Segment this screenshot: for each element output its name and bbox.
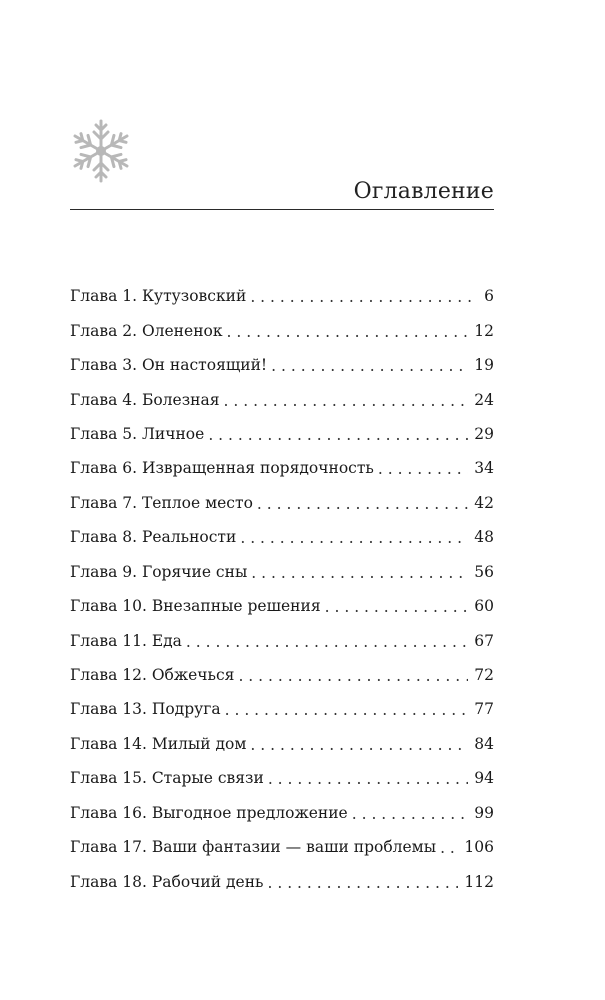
toc-entry[interactable] bbox=[70, 830, 494, 864]
dot-leader bbox=[440, 838, 458, 858]
chapter-page-number: 94 bbox=[474, 769, 494, 788]
toc-entry[interactable] bbox=[70, 279, 494, 313]
dot-leader bbox=[224, 391, 469, 411]
chapter-title: Глава 11. Еда bbox=[70, 631, 182, 650]
dot-leader bbox=[268, 769, 468, 789]
chapter-title: Глава 1. Кутузовский bbox=[70, 287, 247, 306]
chapter-title: Глава 14. Милый дом bbox=[70, 734, 247, 753]
toc-entry[interactable] bbox=[70, 623, 494, 657]
table-of-contents bbox=[70, 279, 494, 899]
chapter-page-number: 42 bbox=[474, 493, 494, 512]
dot-leader bbox=[325, 597, 469, 617]
dot-leader bbox=[238, 666, 468, 686]
chapter-title: Глава 3. Он настоящий! bbox=[70, 356, 268, 375]
chapter-page-number: 56 bbox=[474, 562, 494, 581]
dot-leader bbox=[271, 356, 468, 376]
toc-entry[interactable] bbox=[70, 486, 494, 520]
chapter-title: Глава 18. Рабочий день bbox=[70, 872, 264, 891]
chapter-page-number: 48 bbox=[474, 528, 494, 547]
toc-entry[interactable] bbox=[70, 313, 494, 347]
dot-leader bbox=[257, 494, 468, 514]
chapter-title: Глава 2. Олененок bbox=[70, 321, 223, 340]
dot-leader bbox=[378, 459, 468, 479]
chapter-title: Глава 8. Реальности bbox=[70, 528, 237, 547]
chapter-page-number: 84 bbox=[474, 734, 494, 753]
snowflake-icon bbox=[68, 118, 134, 184]
chapter-title: Глава 4. Болезная bbox=[70, 390, 220, 409]
toc-entry[interactable] bbox=[70, 796, 494, 830]
dot-leader bbox=[250, 287, 474, 307]
toc-entry[interactable] bbox=[70, 451, 494, 485]
dot-leader bbox=[250, 735, 468, 755]
toc-entry[interactable] bbox=[70, 520, 494, 554]
toc-entry[interactable] bbox=[70, 589, 494, 623]
chapter-title: Глава 15. Старые связи bbox=[70, 769, 264, 788]
chapter-title: Глава 17. Ваши фантазии — ваши проблемы bbox=[70, 838, 437, 857]
toc-entry[interactable] bbox=[70, 658, 494, 692]
chapter-title: Глава 5. Личное bbox=[70, 424, 205, 443]
dot-leader bbox=[352, 804, 469, 824]
chapter-page-number: 12 bbox=[474, 321, 494, 340]
chapter-page-number: 24 bbox=[474, 390, 494, 409]
toc-entry[interactable] bbox=[70, 555, 494, 589]
chapter-title: Глава 13. Подруга bbox=[70, 700, 221, 719]
chapter-title: Глава 6. Извращенная порядочность bbox=[70, 459, 374, 478]
chapter-page-number: 112 bbox=[464, 872, 494, 891]
chapter-title: Глава 10. Внезапные решения bbox=[70, 597, 321, 616]
dot-leader bbox=[227, 322, 469, 342]
chapter-page-number: 29 bbox=[474, 424, 494, 443]
dot-leader bbox=[186, 632, 468, 652]
chapter-title: Глава 12. Обжечься bbox=[70, 666, 235, 685]
toc-entry[interactable] bbox=[70, 692, 494, 726]
chapter-title: Глава 9. Горячие сны bbox=[70, 562, 248, 581]
toc-entry[interactable] bbox=[70, 864, 494, 898]
dot-leader bbox=[208, 425, 468, 445]
toc-entry[interactable] bbox=[70, 417, 494, 451]
toc-entry[interactable] bbox=[70, 761, 494, 795]
dot-leader bbox=[225, 700, 469, 720]
chapter-page-number: 99 bbox=[474, 803, 494, 822]
page-title: Оглавление bbox=[353, 179, 494, 204]
chapter-page-number: 106 bbox=[464, 838, 494, 857]
chapter-page-number: 34 bbox=[474, 459, 494, 478]
chapter-page-number: 60 bbox=[474, 597, 494, 616]
chapter-page-number: 67 bbox=[474, 631, 494, 650]
chapter-page-number: 6 bbox=[484, 287, 494, 306]
chapter-title: Глава 16. Выгодное предложение bbox=[70, 803, 348, 822]
dot-leader bbox=[240, 528, 468, 548]
toc-entry[interactable] bbox=[70, 382, 494, 416]
dot-leader bbox=[267, 873, 458, 893]
dot-leader bbox=[251, 563, 468, 583]
chapter-page-number: 19 bbox=[474, 356, 494, 375]
toc-entry[interactable] bbox=[70, 348, 494, 382]
toc-entry[interactable] bbox=[70, 727, 494, 761]
heading-divider bbox=[70, 209, 494, 210]
chapter-title: Глава 7. Теплое место bbox=[70, 493, 253, 512]
chapter-page-number: 72 bbox=[474, 666, 494, 685]
chapter-page-number: 77 bbox=[474, 700, 494, 719]
